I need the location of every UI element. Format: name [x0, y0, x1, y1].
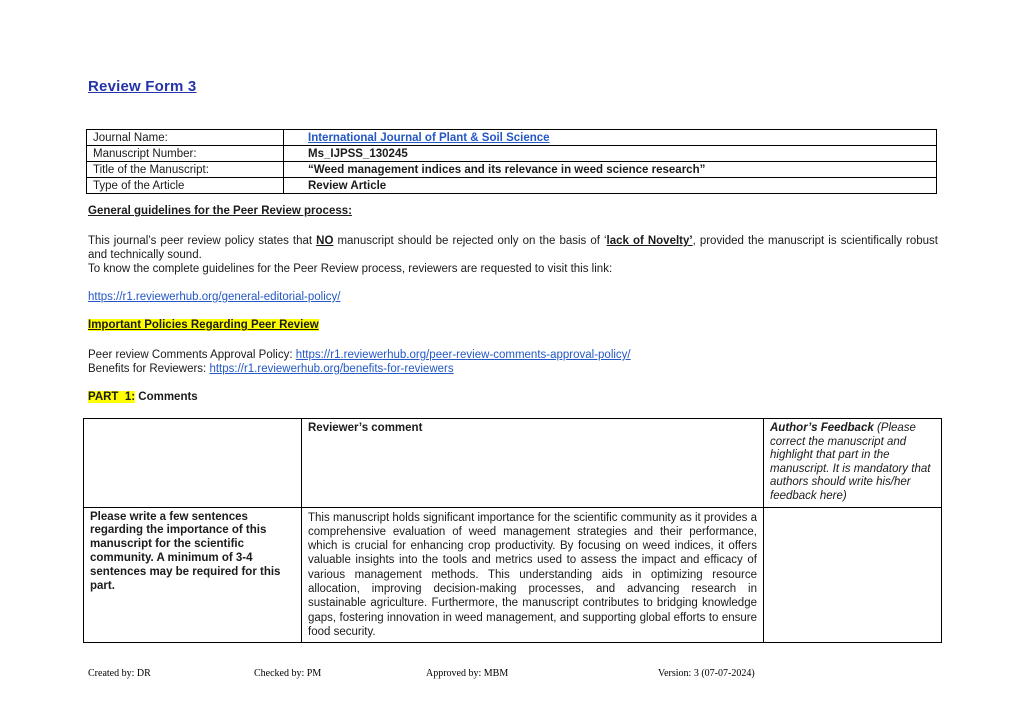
page-title: Review Form 3 — [88, 78, 197, 95]
policy-text-mid: manuscript should be rejected only on the basis of ‘ — [333, 235, 607, 247]
table-row — [87, 130, 937, 146]
guidelines-heading: General guidelines for the Peer Review process: — [88, 205, 352, 217]
author-feedback-title: Author’s Feedback — [770, 422, 874, 434]
article-type-value: Review Article — [284, 178, 937, 194]
manuscript-title-value: “Weed management indices and its relevance in weed science research” — [284, 162, 937, 178]
important-policies-heading: Important Policies Regarding Peer Review — [88, 319, 319, 331]
manuscript-number-label: Manuscript Number: — [87, 146, 284, 162]
importance-prompt-cell: Please write a few sentences regarding the importance of this manuscript for the scientific community. A minimum of 3-4 sentences may be required for this part. — [84, 507, 302, 643]
policy-novelty-emphasis: lack of Novelty’ — [606, 235, 693, 247]
policy-text-prefix: This journal’s peer review policy states that — [88, 235, 317, 247]
policy-text-suffix: , provided the manuscript is scientifically robust and technically sound. — [88, 235, 938, 261]
author-feedback-cell — [764, 507, 942, 643]
policy-paragraph — [88, 234, 938, 262]
footer-created-by: Created by: DR — [88, 668, 151, 679]
approval-policy-link[interactable]: https://r1.reviewerhub.org/peer-review-comments-approval-policy/ — [295, 349, 631, 361]
benefits-link[interactable]: https://r1.reviewerhub.org/benefits-for-reviewers — [209, 363, 454, 375]
approval-policy-line — [88, 348, 938, 362]
approval-policy-label: Peer review Comments Approval Policy: — [88, 349, 296, 361]
comments-body-row — [84, 507, 942, 643]
author-feedback-note: (Please correct the manuscript and highlight that part in the manuscript. It is mandatory that authors should write his/her feedback here) — [770, 422, 931, 502]
journal-name-label: Journal Name: — [87, 130, 284, 146]
article-type-label: Type of the Article — [87, 178, 284, 194]
benefits-line — [88, 362, 938, 376]
policy-no-emphasis: NO — [316, 235, 334, 247]
part1-badge: PART 1: — [88, 391, 136, 403]
footer-approved-by: Approved by: MBM — [426, 668, 509, 679]
visit-link-instruction: To know the complete guidelines for the Peer Review process, reviewers are requested to visit this link: — [88, 263, 613, 275]
author-feedback-header — [764, 419, 942, 508]
footer-version: Version: 3 (07-07-2024) — [658, 668, 755, 679]
document-content — [88, 78, 938, 643]
footer-checked-by: Checked by: PM — [254, 668, 322, 679]
journal-name-link[interactable]: International Journal of Plant & Soil Science — [308, 131, 550, 144]
manuscript-title-label: Title of the Manuscript: — [87, 162, 284, 178]
table-row — [87, 146, 937, 162]
header-spacer-cell — [84, 419, 302, 508]
manuscript-number-value: Ms_IJPSS_130245 — [284, 146, 937, 162]
manuscript-info-table — [86, 129, 937, 194]
reviewer-comment-header: Reviewer’s comment — [302, 419, 764, 508]
part1-label: Comments — [135, 391, 198, 403]
part1-heading — [88, 390, 938, 404]
table-row — [87, 162, 937, 178]
comments-header-row — [84, 419, 942, 508]
reviewer-comment-cell: This manuscript holds significant importance for the scientific community as it provides a comprehensive evaluation of weed management strategies and their performance, which is crucial for enhancing crop productivity. By focusing on weed indices, it offers valuable insights into the tools and metrics used to assess the impact and efficacy of various management methods. This understanding aids in optimizing resource allocation, improving decision-making processes, and advancing research in sustainable agriculture. Furthermore, the manuscript contributes to bridging knowledge gaps, fostering innovation in weed management, and supporting global efforts to ensure food security. — [302, 507, 764, 643]
general-editorial-policy-link[interactable]: https://r1.reviewerhub.org/general-editorial-policy/ — [88, 291, 341, 303]
comments-table — [83, 418, 942, 643]
table-row — [87, 178, 937, 194]
benefits-label: Benefits for Reviewers: — [88, 363, 210, 375]
